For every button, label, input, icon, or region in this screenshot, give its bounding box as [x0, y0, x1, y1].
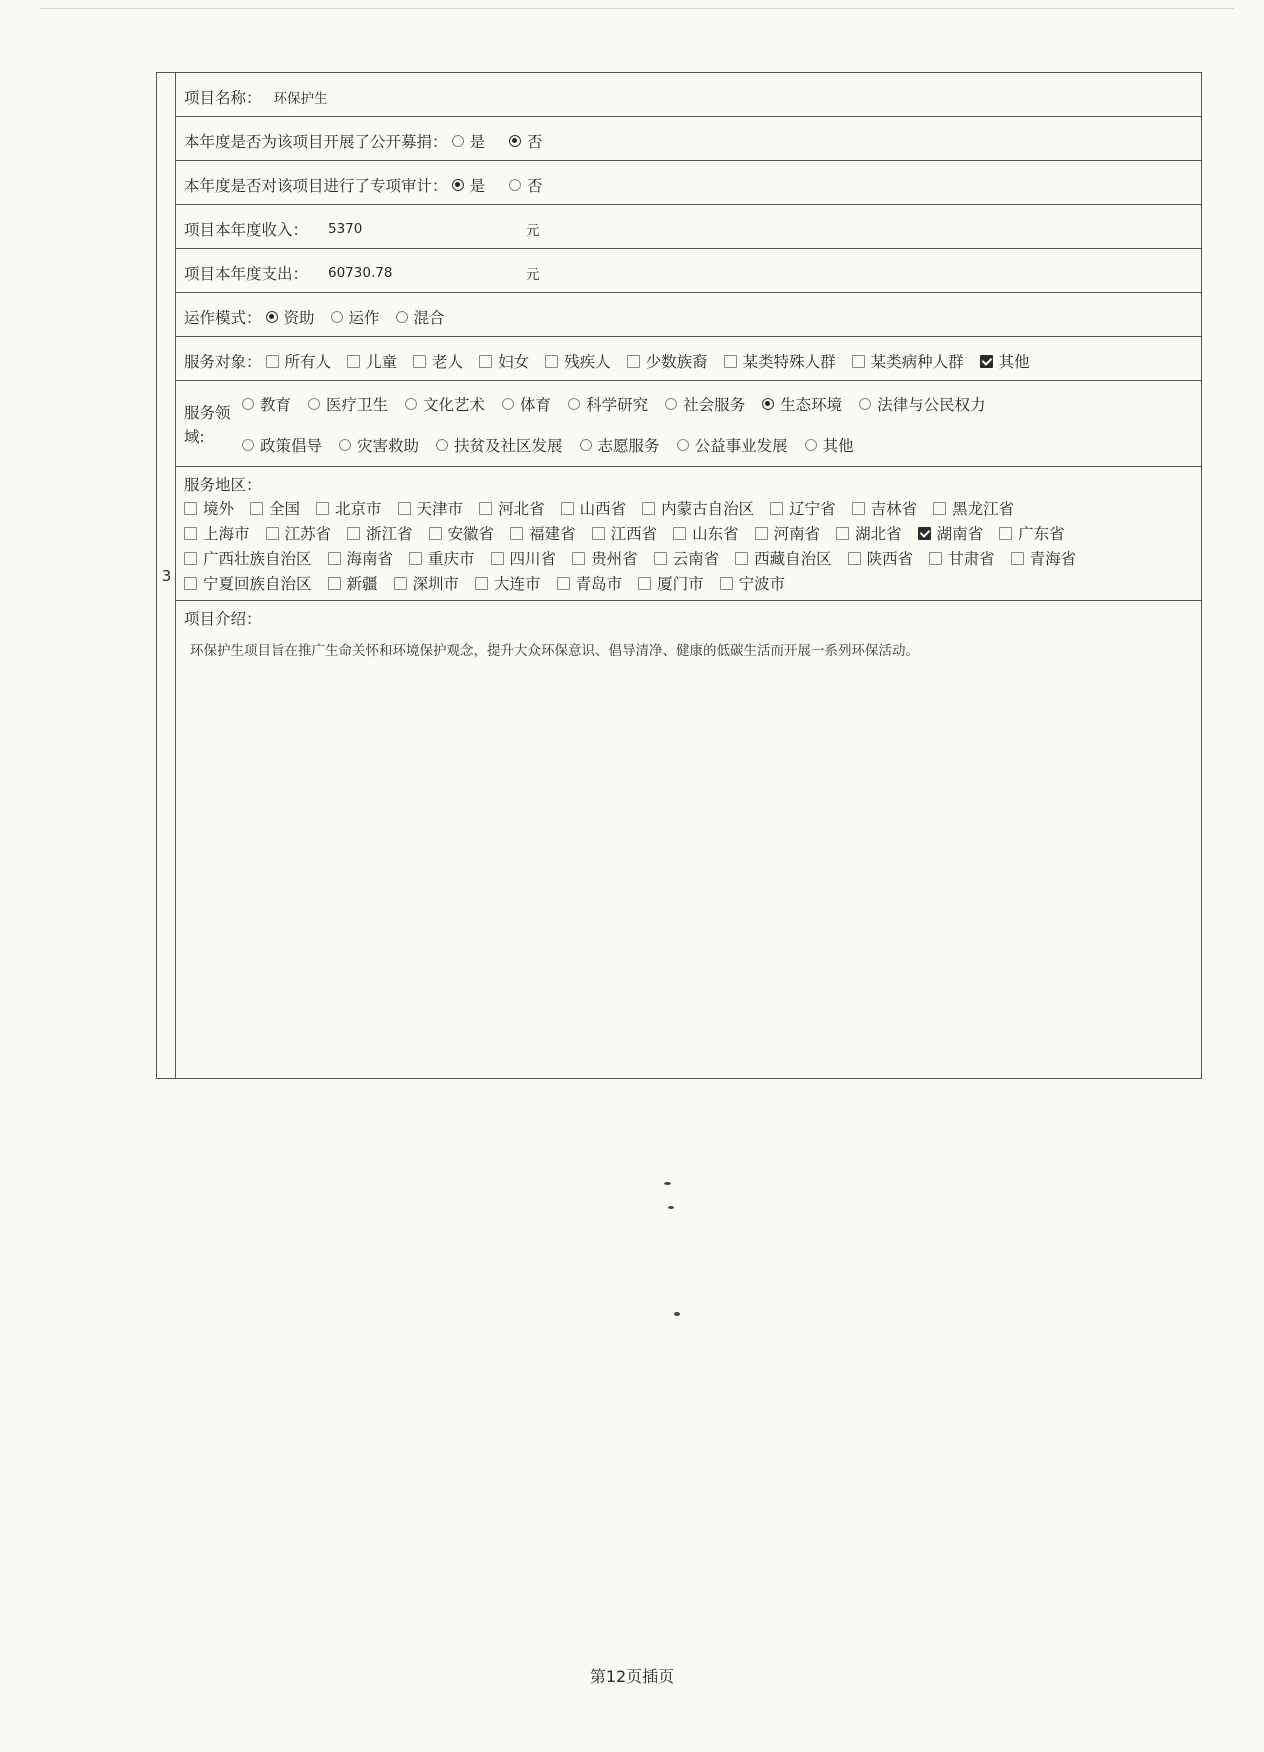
service-region-option-label: 河南省	[773, 525, 821, 543]
service-region-option-label: 上海市	[203, 525, 250, 543]
service-region-checkbox[interactable]	[394, 577, 407, 590]
service-region-option-label: 陕西省	[866, 550, 914, 568]
service-region-checkbox[interactable]	[184, 502, 197, 515]
service-region-checkbox[interactable]	[491, 552, 504, 565]
service-field-option[interactable]	[762, 393, 842, 415]
income-unit: 元	[526, 223, 540, 239]
service-region-option[interactable]	[409, 547, 475, 569]
index-column	[157, 73, 176, 1078]
service-region-option-label: 境外	[203, 500, 235, 518]
service-region-checkbox[interactable]	[999, 527, 1012, 540]
service-field-option-label: 社会服务	[683, 396, 746, 414]
introduction-label: 项目介绍：	[184, 610, 262, 628]
service-field-option[interactable]	[677, 434, 788, 456]
service-region-option-label: 辽宁省	[789, 500, 836, 518]
service-region-checkbox[interactable]	[328, 552, 341, 565]
service-region-option[interactable]	[735, 547, 832, 569]
service-field-option-label: 文化艺术	[423, 396, 486, 414]
service-target-option[interactable]	[413, 350, 463, 372]
service-targets-label: 服务对象：	[184, 353, 262, 371]
service-region-option-label: 重庆市	[428, 550, 475, 568]
service-region-checkbox[interactable]	[720, 577, 733, 590]
service-region-option[interactable]	[347, 522, 413, 544]
service-region-option[interactable]	[328, 572, 378, 594]
operation-mode-option[interactable]	[396, 306, 445, 328]
service-region-checkbox[interactable]	[250, 502, 263, 515]
service-field-option[interactable]	[580, 434, 660, 456]
introduction-text: 环保护生项目旨在推广生命关怀和环境保护观念，提升大众环保意识、倡导清净、健康的低碳生活而开展一系列环保活动。	[190, 643, 919, 659]
service-field-option[interactable]	[502, 393, 551, 415]
service-region-checkbox[interactable]	[852, 502, 865, 515]
service-field-radio[interactable]	[242, 439, 254, 451]
service-target-checkbox[interactable]	[980, 355, 993, 368]
service-region-option[interactable]	[328, 547, 394, 569]
service-field-option-label: 政策倡导	[260, 437, 323, 455]
income-label: 项目本年度收入：	[184, 221, 309, 239]
service-region-option[interactable]	[642, 497, 754, 519]
service-region-option[interactable]	[673, 522, 739, 544]
service-region-option-label: 安徽省	[447, 525, 495, 543]
service-field-radio[interactable]	[580, 439, 592, 451]
service-region-checkbox[interactable]	[510, 527, 523, 540]
service-region-option-label: 江苏省	[284, 525, 332, 543]
service-field-radio[interactable]	[339, 439, 351, 451]
service-field-radio[interactable]	[859, 398, 871, 410]
service-region-checkbox[interactable]	[673, 527, 686, 540]
service-region-option-label: 吉林省	[870, 500, 918, 518]
operation-mode-radio[interactable]	[331, 311, 343, 323]
service-region-option-label: 青海省	[1029, 550, 1077, 568]
service-field-radio[interactable]	[677, 439, 689, 451]
service-region-checkbox[interactable]	[572, 552, 585, 565]
service-region-checkbox[interactable]	[1011, 552, 1024, 565]
scan-speck	[674, 1312, 680, 1316]
service-region-option-label: 厦门市	[657, 575, 704, 593]
service-region-checkbox[interactable]	[316, 502, 329, 515]
service-field-option[interactable]	[339, 434, 419, 456]
service-region-checkbox[interactable]	[266, 527, 279, 540]
service-region-option[interactable]	[592, 522, 658, 544]
service-target-checkbox[interactable]	[479, 355, 492, 368]
service-region-checkbox[interactable]	[328, 577, 341, 590]
service-region-option-label: 西藏自治区	[754, 550, 832, 568]
service-field-option[interactable]	[859, 393, 986, 415]
service-region-checkbox[interactable]	[592, 527, 605, 540]
public-fundraising-option-label: 是	[469, 133, 486, 151]
service-region-option[interactable]	[479, 497, 545, 519]
form-content	[176, 73, 1201, 1078]
service-targets-row	[176, 337, 1201, 381]
service-region-checkbox[interactable]	[638, 577, 651, 590]
service-region-option-label: 北京市	[335, 500, 382, 518]
service-field-radio[interactable]	[405, 398, 417, 410]
service-field-radio[interactable]	[436, 439, 448, 451]
service-region-checkbox[interactable]	[398, 502, 411, 515]
service-region-checkbox[interactable]	[836, 527, 849, 540]
service-region-option-label: 福建省	[529, 525, 576, 543]
service-target-option-label: 老人	[432, 353, 464, 371]
expense-unit: 元	[526, 267, 540, 283]
service-region-checkbox[interactable]	[475, 577, 488, 590]
service-field-option-label: 体育	[520, 396, 552, 414]
service-target-option[interactable]	[347, 350, 397, 372]
public-fundraising-row	[176, 117, 1201, 161]
public-fundraising-radio[interactable]	[509, 135, 521, 147]
service-region-checkbox[interactable]	[409, 552, 422, 565]
service-region-checkbox[interactable]	[557, 577, 570, 590]
operation-mode-option[interactable]	[266, 306, 315, 328]
service-target-option[interactable]	[266, 350, 332, 372]
service-region-option[interactable]	[394, 572, 460, 594]
project-form	[156, 72, 1202, 1079]
service-region-checkbox[interactable]	[479, 502, 492, 515]
service-target-option[interactable]	[627, 350, 708, 372]
introduction-section	[176, 601, 1201, 1078]
service-region-option-label: 河北省	[498, 500, 545, 518]
scan-speck	[668, 1206, 674, 1209]
service-field-option[interactable]	[568, 393, 648, 415]
service-region-option[interactable]	[184, 497, 234, 519]
service-region-option-label: 大连市	[494, 575, 541, 593]
service-region-option[interactable]	[510, 522, 576, 544]
service-region-option[interactable]	[770, 497, 836, 519]
service-region-option-label: 深圳市	[412, 575, 460, 593]
service-region-option[interactable]	[852, 497, 918, 519]
service-region-option-label: 山西省	[579, 500, 627, 518]
service-region-option[interactable]	[561, 497, 627, 519]
special-audit-option[interactable]	[509, 174, 543, 196]
service-region-option-label: 全国	[269, 500, 301, 518]
service-target-option-label: 妇女	[498, 353, 530, 371]
service-field-radio[interactable]	[308, 398, 320, 410]
service-region-option[interactable]	[755, 522, 821, 544]
service-field-option[interactable]	[665, 393, 745, 415]
operation-mode-radio[interactable]	[266, 311, 278, 323]
service-field-radio[interactable]	[568, 398, 580, 410]
service-target-option[interactable]	[852, 350, 964, 372]
service-region-option[interactable]	[475, 572, 541, 594]
service-field-radio[interactable]	[762, 398, 774, 410]
service-region-checkbox[interactable]	[184, 552, 197, 565]
service-region-option-label: 黑龙江省	[952, 500, 1015, 518]
service-target-checkbox[interactable]	[413, 355, 426, 368]
public-fundraising-label: 本年度是否为该项目开展了公开募捐：	[184, 133, 448, 151]
service-target-option-label: 某类特殊人群	[742, 353, 836, 371]
expense-value: 60730.78	[328, 265, 393, 281]
special-audit-label: 本年度是否对该项目进行了专项审计：	[184, 177, 448, 195]
operation-mode-option-label: 运作	[348, 309, 380, 327]
service-region-option[interactable]	[429, 522, 495, 544]
service-field-radio[interactable]	[242, 398, 254, 410]
operation-mode-option[interactable]	[331, 306, 380, 328]
service-regions-row	[176, 467, 1201, 601]
income-value: 5370	[328, 221, 363, 237]
service-field-option[interactable]	[436, 434, 563, 456]
expense-row	[176, 249, 1201, 293]
service-target-checkbox[interactable]	[545, 355, 558, 368]
service-field-option-label: 其他	[822, 437, 854, 455]
service-region-option-label: 宁夏回族自治区	[203, 575, 312, 593]
page-top-rule	[40, 8, 1234, 9]
service-target-option[interactable]	[479, 350, 529, 372]
service-target-checkbox[interactable]	[852, 355, 865, 368]
service-region-option-label: 天津市	[416, 500, 464, 518]
service-region-option-label: 广西壮族自治区	[203, 550, 312, 568]
service-region-option-label: 青岛市	[575, 575, 623, 593]
service-target-option-label: 所有人	[284, 353, 332, 371]
service-region-option[interactable]	[266, 522, 332, 544]
service-region-option[interactable]	[848, 547, 914, 569]
service-field-option[interactable]	[242, 393, 291, 415]
service-target-option-label: 残疾人	[564, 353, 611, 371]
operation-mode-label: 运作模式：	[184, 309, 262, 327]
service-field-option-label: 扶贫及社区发展	[454, 437, 563, 455]
service-target-checkbox[interactable]	[266, 355, 279, 368]
service-field-option[interactable]	[242, 434, 322, 456]
service-fields-row	[176, 381, 1201, 467]
service-region-option[interactable]	[491, 547, 557, 569]
special-audit-option[interactable]	[452, 174, 486, 196]
special-audit-radio[interactable]	[452, 179, 464, 191]
row-index: 3	[161, 567, 172, 585]
operation-mode-radio[interactable]	[396, 311, 408, 323]
service-fields-label-line1: 服务领	[184, 404, 231, 422]
service-region-checkbox[interactable]	[755, 527, 768, 540]
service-target-option-label: 某类病种人群	[870, 353, 964, 371]
service-region-option[interactable]	[720, 572, 786, 594]
income-row	[176, 205, 1201, 249]
service-region-option-label: 宁波市	[738, 575, 786, 593]
service-target-checkbox[interactable]	[627, 355, 640, 368]
service-field-option-label: 医疗卫生	[326, 396, 389, 414]
service-region-option[interactable]	[184, 522, 250, 544]
service-field-option-label: 教育	[260, 396, 292, 414]
service-region-checkbox[interactable]	[918, 527, 931, 540]
service-region-option[interactable]	[184, 547, 312, 569]
service-region-option[interactable]	[250, 497, 300, 519]
service-target-option[interactable]	[545, 350, 611, 372]
service-region-option-label: 广东省	[1018, 525, 1065, 543]
service-region-option-label: 山东省	[692, 525, 739, 543]
service-target-checkbox[interactable]	[347, 355, 360, 368]
service-region-option[interactable]	[638, 572, 704, 594]
service-region-option[interactable]	[398, 497, 464, 519]
operation-mode-row	[176, 293, 1201, 337]
operation-mode-option-label: 混合	[413, 309, 445, 327]
service-region-checkbox[interactable]	[848, 552, 861, 565]
service-region-option-label: 内蒙古自治区	[661, 500, 755, 518]
service-region-option[interactable]	[572, 547, 638, 569]
page-footer: 第12页插页	[589, 1667, 675, 1686]
service-region-option-label: 湖南省	[936, 525, 984, 543]
service-region-option[interactable]	[184, 572, 312, 594]
service-region-option-label: 海南省	[346, 550, 394, 568]
service-field-radio[interactable]	[502, 398, 514, 410]
service-target-option[interactable]	[724, 350, 836, 372]
service-region-option-label: 贵州省	[591, 550, 638, 568]
service-target-option[interactable]	[980, 350, 1030, 372]
service-region-option[interactable]	[929, 547, 995, 569]
service-region-checkbox[interactable]	[184, 527, 197, 540]
service-region-option[interactable]	[836, 522, 902, 544]
public-fundraising-radio[interactable]	[452, 135, 464, 147]
service-region-checkbox[interactable]	[347, 527, 360, 540]
service-region-checkbox[interactable]	[642, 502, 655, 515]
operation-mode-option-label: 资助	[283, 309, 315, 327]
service-field-option-label: 科学研究	[586, 396, 649, 414]
service-region-option-label: 四川省	[509, 550, 557, 568]
service-field-option-label: 生态环境	[780, 396, 843, 414]
special-audit-option-label: 否	[527, 177, 543, 195]
service-fields-label	[184, 401, 231, 449]
special-audit-radio[interactable]	[509, 179, 521, 191]
expense-label: 项目本年度支出：	[184, 265, 309, 283]
service-region-option-label: 江西省	[610, 525, 658, 543]
service-field-option-label: 公益事业发展	[694, 437, 788, 455]
service-region-option[interactable]	[557, 572, 623, 594]
service-region-option-label: 甘肃省	[948, 550, 995, 568]
service-regions-label: 服务地区：	[184, 476, 262, 494]
service-target-checkbox[interactable]	[724, 355, 737, 368]
service-region-option[interactable]	[316, 497, 382, 519]
special-audit-row	[176, 161, 1201, 205]
service-region-checkbox[interactable]	[429, 527, 442, 540]
service-target-option-label: 儿童	[366, 353, 398, 371]
service-field-radio[interactable]	[665, 398, 677, 410]
service-region-option-label: 新疆	[346, 575, 378, 593]
service-region-checkbox[interactable]	[929, 552, 942, 565]
service-field-option[interactable]	[805, 434, 854, 456]
scan-speck	[664, 1182, 671, 1185]
service-field-option[interactable]	[405, 393, 485, 415]
public-fundraising-option[interactable]	[452, 130, 486, 152]
service-region-checkbox[interactable]	[770, 502, 783, 515]
service-field-option-label: 灾害救助	[357, 437, 420, 455]
project-name-value: 环保护生	[273, 91, 328, 107]
service-region-checkbox[interactable]	[933, 502, 946, 515]
service-region-option-label: 湖北省	[855, 525, 902, 543]
service-region-option[interactable]	[918, 522, 984, 544]
service-region-checkbox[interactable]	[184, 577, 197, 590]
service-target-option-label: 其他	[998, 353, 1030, 371]
service-region-option[interactable]	[999, 522, 1065, 544]
service-fields-label-line2: 域:	[184, 428, 205, 446]
service-field-option-label: 志愿服务	[597, 437, 660, 455]
service-region-checkbox[interactable]	[561, 502, 574, 515]
special-audit-option-label: 是	[469, 177, 486, 195]
service-region-checkbox[interactable]	[735, 552, 748, 565]
service-field-option[interactable]	[308, 393, 388, 415]
service-region-option[interactable]	[933, 497, 1014, 519]
service-region-option-label: 云南省	[672, 550, 720, 568]
service-region-checkbox[interactable]	[654, 552, 667, 565]
project-name-row	[176, 73, 1201, 117]
public-fundraising-option-label: 否	[527, 133, 543, 151]
public-fundraising-option[interactable]	[509, 130, 543, 152]
service-region-option-label: 浙江省	[366, 525, 413, 543]
service-region-option[interactable]	[1011, 547, 1077, 569]
service-target-option-label: 少数族裔	[645, 353, 708, 371]
project-name-label: 项目名称：	[184, 89, 262, 107]
service-field-option-label: 法律与公民权力	[877, 396, 986, 414]
service-region-option[interactable]	[654, 547, 720, 569]
service-field-radio[interactable]	[805, 439, 817, 451]
